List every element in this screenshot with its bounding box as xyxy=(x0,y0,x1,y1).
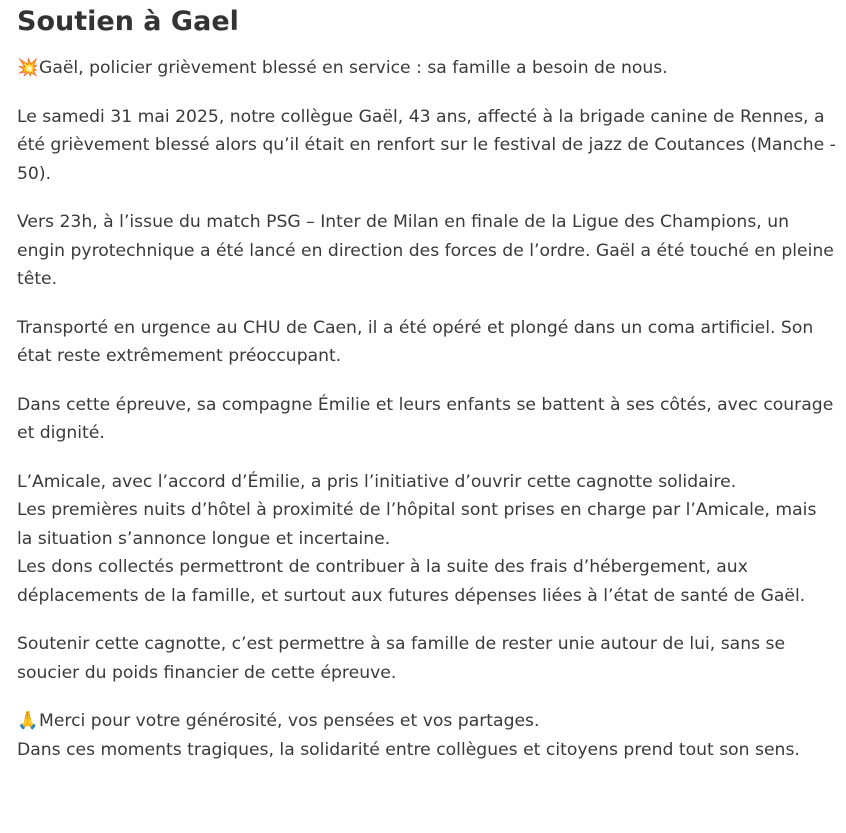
intro-paragraph xyxy=(17,54,836,83)
page-title: Soutien à Gael xyxy=(17,6,239,37)
intro-text: Gaël, policier grièvement blessé en service : sa famille a besoin de nous. xyxy=(39,58,668,78)
amicale-line-1: L’Amicale, avec l’accord d’Émilie, a pris l’initiative d’ouvrir cette cagnotte solidaire. xyxy=(17,471,737,492)
thanks-line-2: Dans ces moments tragiques, la solidarité entre collègues et citoyens prend tout son sens. xyxy=(17,739,800,760)
amicale-line-2: Les premières nuits d’hôtel à proximité de l’hôpital sont prises en charge par l’Amicale, mais la situation s’annonce longue et incertaine. xyxy=(17,500,817,549)
incident-paragraph: Le samedi 31 mai 2025, notre collègue Gaël, 43 ans, affecté à la brigade canine de Rennes, a été grièvement blessé alors qu’il était en renfort sur le festival de jazz de Coutances (Manche - 50). xyxy=(17,106,836,184)
thanks-line-1 xyxy=(17,707,836,736)
thanks-paragraph xyxy=(17,707,836,764)
collision-icon: 💥 xyxy=(17,58,39,78)
thanks-text: Merci pour votre générosité, vos pensées et vos partages. xyxy=(39,711,540,731)
condition-paragraph: Transporté en urgence au CHU de Caen, il a été opéré et plongé dans un coma artificiel. Son état reste extrêmement préoccupant. xyxy=(17,317,814,366)
family-paragraph: Dans cette épreuve, sa compagne Émilie et leurs enfants se battent à ses côtés, avec courage et dignité. xyxy=(17,394,834,443)
support-paragraph: Soutenir cette cagnotte, c’est permettre à sa famille de rester unie autour de lui, sans se soucier du poids financier de cette épreuve. xyxy=(17,634,786,683)
event-paragraph: Vers 23h, à l’issue du match PSG – Inter de Milan en finale de la Ligue des Champions, un engin pyrotechnique a été lancé en direction des forces de l’ordre. Gaël a été touché en pleine tête. xyxy=(17,212,834,289)
amicale-line-3: Les dons collectés permettront de contribuer à la suite des frais d’hébergement, aux déplacements de la famille, et surtout aux futures dépenses liées à l’état de santé de Gaël. xyxy=(17,557,806,606)
praying-hands-icon: 🙏 xyxy=(17,711,39,731)
amicale-paragraph xyxy=(17,468,836,611)
